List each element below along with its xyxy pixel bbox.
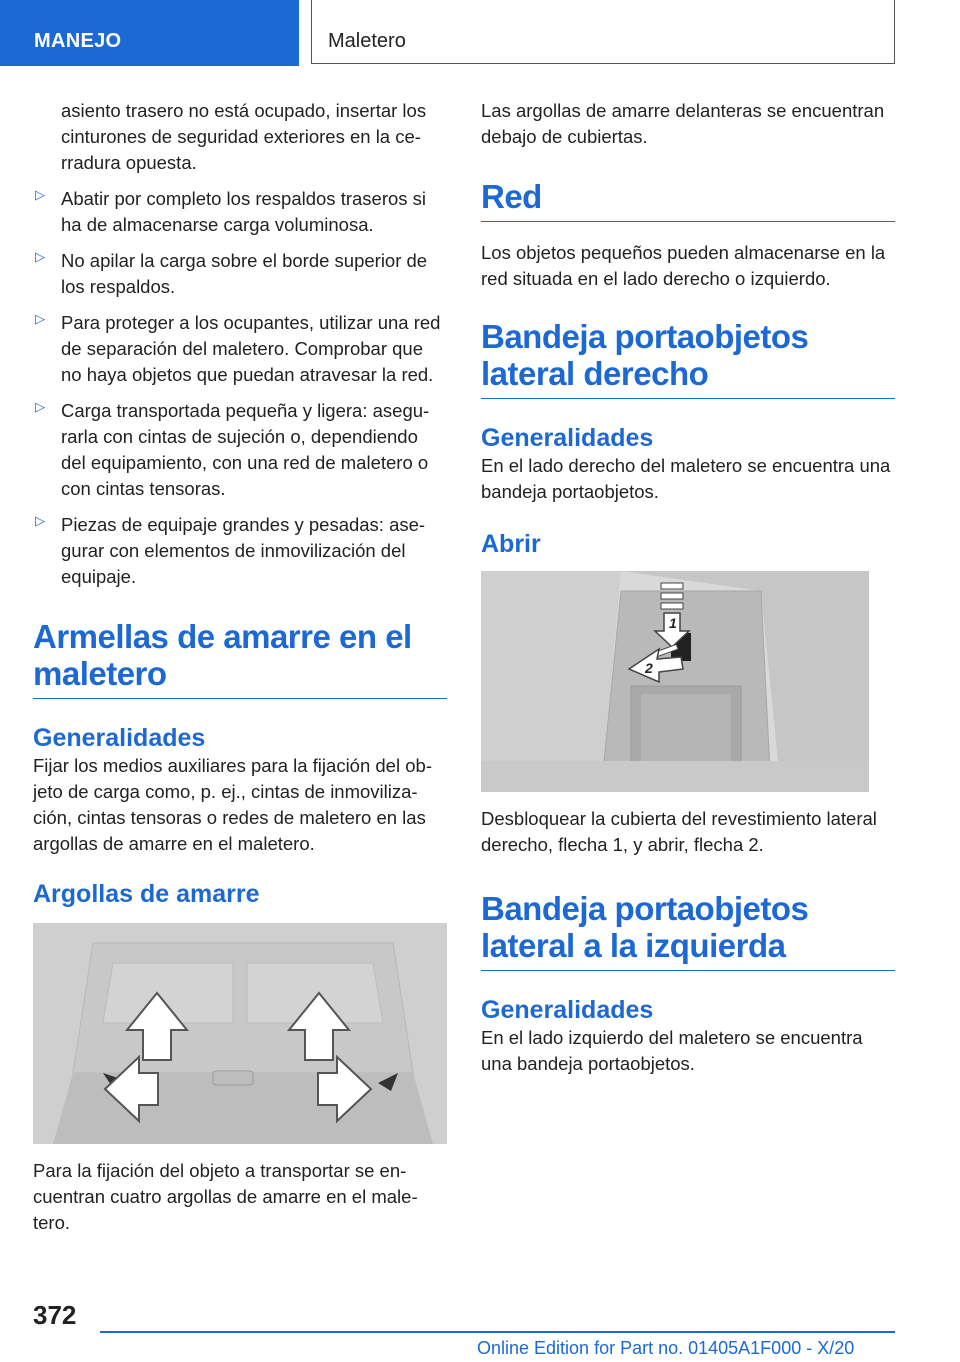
- list-item: ▷ Carga transportada pequeña y ligera: asegurarla con cintas de sujeción o, dependiendo del equipamiento, con una red de maletero o con cintas tensoras.: [35, 399, 430, 499]
- list-item: ▷ Para proteger a los ocupantes, utilizar una red de separación del maletero. Comprobar que no haya objetos que puedan atravesar la red.: [35, 311, 441, 385]
- triangle-bullet-icon: ▷: [35, 311, 45, 326]
- figure-caption-abrir: Desbloquear la cubierta del revestimiento lateral derecho, flecha 1, y abrir, flecha 2.: [481, 808, 877, 855]
- trunk-illustration: [33, 923, 447, 1144]
- right-column: [481, 98, 895, 1077]
- figure-caption-argollas: Para la fijación del objeto a transportar se encuentran cuatro argollas de amarre en el maletero.: [33, 1160, 418, 1233]
- side-tray-illustration: [481, 571, 869, 792]
- triangle-bullet-icon: ▷: [35, 513, 45, 528]
- subsection-title-argollas: Argollas de amarre: [33, 880, 260, 908]
- triangle-bullet-icon: ▷: [35, 399, 45, 414]
- bullet-list: [33, 186, 447, 590]
- paragraph-bandeja-izquierda: En el lado izquierdo del maletero se encuentra una bandeja portaobjetos.: [481, 1027, 863, 1074]
- paragraph-generalidades: Fijar los medios auxiliares para la fijación del objeto de carga como, p. ej., cintas de inmovilización, cintas tensoras o redes de maletero en las argollas de amarre en el maletero.: [33, 755, 432, 854]
- section-title-red: Red: [481, 178, 895, 222]
- intro-continuation: asiento trasero no está ocupado, insertar los cinturones de seguridad exteriores en la cerradura opuesta.: [61, 100, 427, 173]
- paragraph-bandeja-derecho: En el lado derecho del maletero se encuentra una bandeja portaobjetos.: [481, 455, 891, 502]
- trunk-tie-down-figure: [33, 923, 447, 1144]
- header-section-label: MANEJO: [34, 30, 122, 52]
- list-item: ▷ Piezas de equipaje grandes y pesadas: asegurar con elementos de inmovilización del equipaje.: [35, 513, 426, 587]
- left-column: [33, 98, 447, 1236]
- list-item: ▷ No apilar la carga sobre el borde superior de los respaldos.: [35, 249, 428, 297]
- list-item: ▷ Abatir por completo los respaldos traseros si ha de almacenarse carga voluminosa.: [35, 187, 427, 235]
- section-title-bandeja-derecho: Bandeja portaobjetos lateral derecho: [481, 318, 895, 399]
- paragraph-red: Los objetos pequeños pueden almacenarse en la red situada en el lado derecho o izquierdo.: [481, 242, 886, 289]
- triangle-bullet-icon: ▷: [35, 187, 45, 202]
- header-chapter-box: [311, 0, 895, 64]
- section-title-armellas: Armellas de amarre en el maletero: [33, 618, 447, 699]
- subsection-title-generalidades-der: Generalidades: [481, 424, 654, 452]
- subsection-title-abrir: Abrir: [481, 530, 541, 558]
- paragraph-front-rings: Las argollas de amarre delanteras se encuentran debajo de cubiertas.: [481, 100, 885, 147]
- header-section-tab: [0, 0, 299, 66]
- side-tray-figure: [481, 571, 869, 792]
- triangle-bullet-icon: ▷: [35, 249, 45, 264]
- subsection-title-generalidades-izq: Generalidades: [481, 996, 654, 1024]
- figure-label-2: 2: [645, 660, 653, 676]
- figure-label-1: 1: [669, 615, 677, 631]
- page-number: 372: [33, 1300, 77, 1330]
- subsection-title-generalidades: Generalidades: [33, 724, 206, 752]
- section-title-bandeja-izquierda: Bandeja portaobjetos lateral a la izquierda: [481, 890, 895, 971]
- edition-footer: Online Edition for Part no. 01405A1F000 - X/20: [477, 1338, 855, 1358]
- footer-divider: [100, 1331, 895, 1333]
- header-chapter-label: Maletero: [328, 30, 406, 52]
